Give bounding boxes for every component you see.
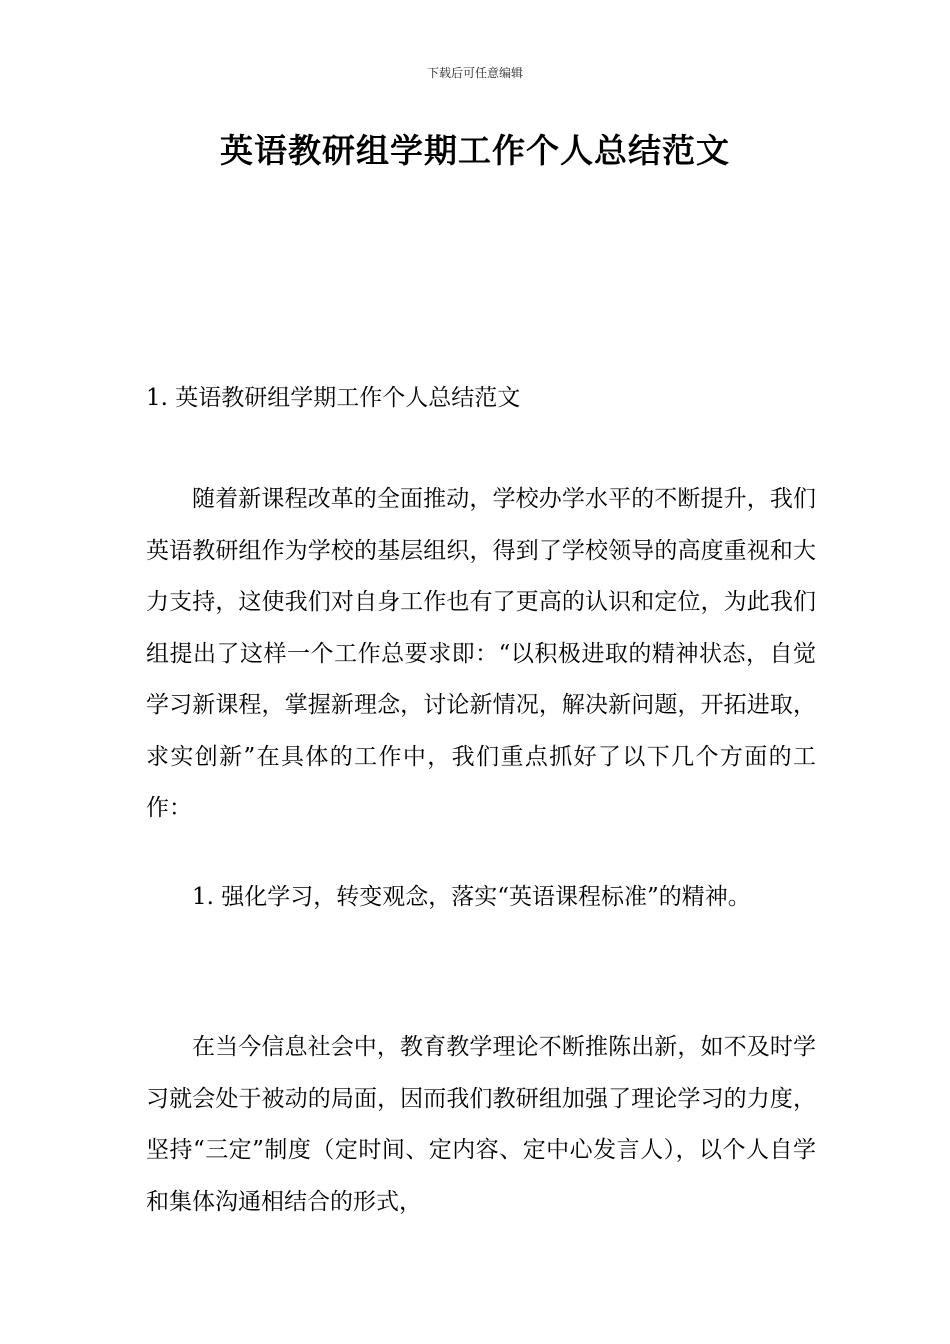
section-heading: 1. 英语教研组学期工作个人总结范文 [146,385,521,411]
body-paragraph-2: 1. 强化学习，转变观念，落实“英语课程标准”的精神。 [192,884,751,910]
body-paragraph-3: 在当今信息社会中，教育教学理论不断推陈出新，如不及时学习就会处于被动的局面，因而我们教研组加强了理论学习的力度，坚持“三定”制度（定时间、定内容、定中心发言人），以个人自学和集体沟通相结合的形式， [146,1034,816,1215]
document-title: 英语教研组学期工作个人总结范文 [220,131,730,170]
header-note: 下载后可任意编辑 [426,66,523,80]
body-paragraph-1: 随着新课程改革的全面推动，学校办学水平的不断提升，我们英语教研组作为学校的基层组织，得到了学校领导的高度重视和大力支持，这使我们对自身工作也有了更高的认识和定位，为此我们组提出了这样一个工作总要求即：“以积极进取的精神状态，自觉学习新课程，掌握新理念，讨论新情况，解决新问题，开拓进取，求实创新”在具体的工作中，我们重点抓好了以下几个方面的工作： [146,486,816,821]
